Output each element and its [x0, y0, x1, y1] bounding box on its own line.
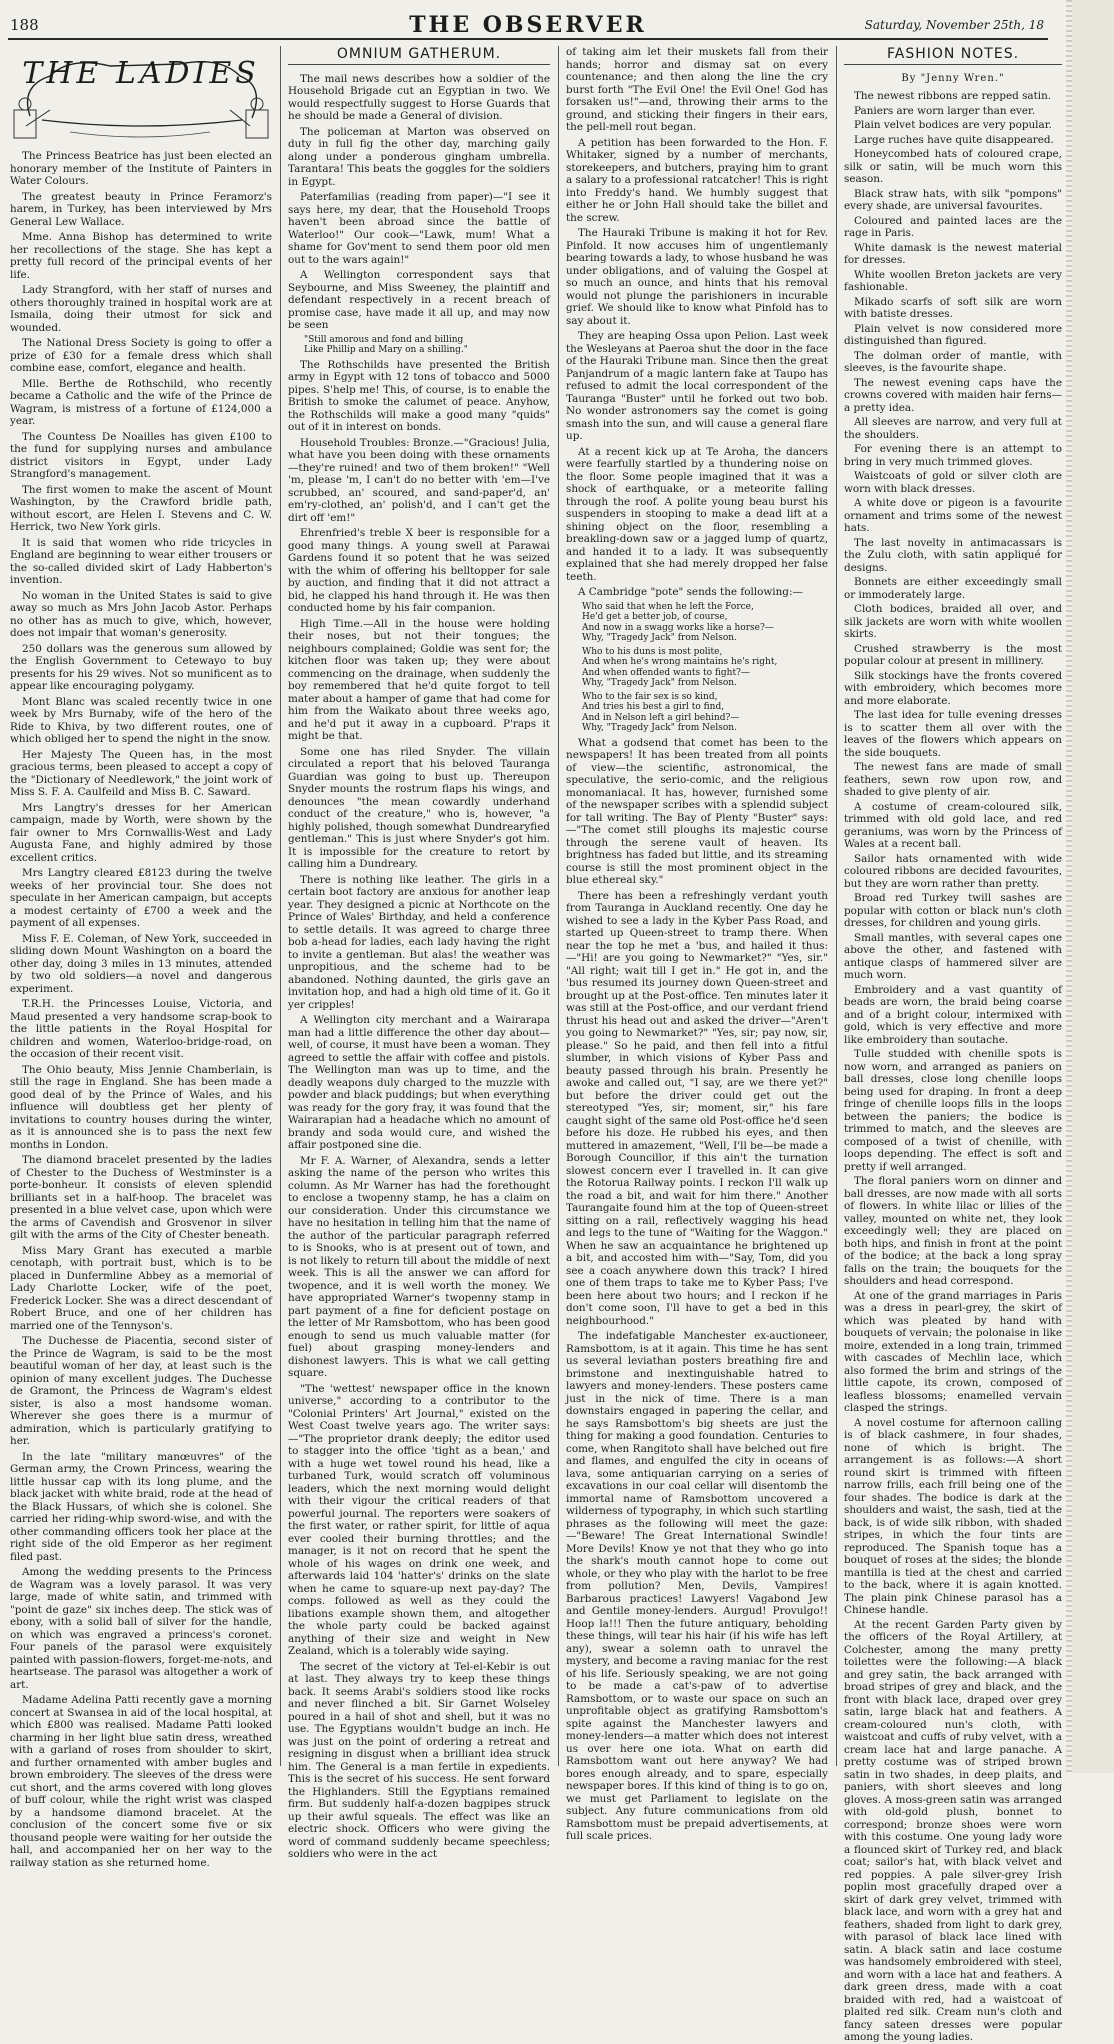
verse-line: Like Phillip and Mary on a shilling." [304, 345, 468, 355]
ladies-paragraph: The Duchesse de Piacentia, second sister of the Prince de Wagram, is said to be the most beautiful woman of her day, at least such is the opinion of many excellent judges. The Duchesse de Gramont, the Princess de Wagram's eldest sister, is also a most handsome woman. Wherever she goes there is a murmur of admiration, which is particularly gratifying to her. [10, 1335, 272, 1447]
ladies-paragraph: Mrs Langtry's dresses for her American campaign, made by Worth, were shown by the fair owner to Mrs Cornwallis-West and Lady Augusta Fane, and highly admired by those excellent critics. [10, 801, 272, 864]
ladies-paragraph: Madame Adelina Patti recently gave a morning concert at Swansea in aid of the local hospital, at which £800 was realised. Madame Patti looked charming in her light blue satin dress, wreathed with a garland of roses from shoulder to skirt, and further ornamented with amber bugles and brown embroidery. The sleeves of the dress were cut short, and the arms covered with long gloves of buff colour, while the right wrist was clasped by a handsome diamond bracelet. At the conclusion of the concert some five or six thousand people were waiting for her outside the hall, and accompanied her on her way to the railway station as she returned home. [10, 1694, 272, 1869]
omnium-paragraph: "The 'wettest' newspaper office in the known universe," according to a contributor to the "Colonial Printers' Art Journal," existed on the West Coast twelve years ago. The writer says:—"The proprietor drank deeply; the editor used to stagger into the office 'tight as a bean,' and with a huge wet towel round his head, like a turbaned Turk, would scratch off voluminous leaders, which the next morning would delight with their vigour the critical readers of that powerful journal. The reporters were soakers of the first water, or rather spirit, for little of aqua ever cooled their burning throttles; and the manager, is it not on record that he spent the whole of his wages on drink one week, and afterwards laid 104 'hatter's' drinks on the slate when he came to square-up next pay-day? The comps. followed as well as they could the libations example shown them, and altogether the whole party could be backed against anything of their size and weight in New Zealand, which is a tolerably wide saying. [288, 1382, 550, 1657]
omnium-paragraph: There has been a refreshingly verdant youth from Tauranga in Auckland recently. One day he wished to see a lady in the Kyber Pass Road, and started up Queen-street to tramp there. When near the top he met a 'bus, and hailed it thus:—"Hi! are you going to Newmarket?" "Yes, sir." "All right; wait till I get in." He got in, and the 'bus resumed its journey down Queen-street and brought up at the Post-office. Ten minutes later it was still at the Post-office, and our verdant friend thrust his head out and asked the driver—"Aren't you going to Newmarket?" "Yes, sir; pay now, sir, please." So he paid, and then fell into a fitful slumber, in which visions of Kyber Pass and beauty passed through his brain. Presently he awoke and called out, "I say, are we there yet?" but before the driver could get out the stereotyped "Yes, sir; moment, sir," his fare caught sight of the same old Post-office he'd seen before his doze. He rubbed his eyes, and then muttered in amazement, "Well, I'll be—be made a Borough Councillor, if this ain't the turnation slowest concern ever I travelled in. It can give the Rotorua Railway points. I reckon I'll walk up the road a bit, and wait for him there." Another Taurangaite found him at the top of Queen-street sitting on a rail, reflectively wagging his head and legs to the tune of "Waiting for the Waggon." When he saw an acquaintance he brightened up a bit, and accosted him with—"Say, Tom, did you see a coach anywhere down this track? I hired one of them traps to take me to Kyber Pass; I've been here about two hours; and I reckon if he don't come soon, I'll have to get a bed in this neighbourhood." [566, 889, 828, 1327]
fashion-note: Sailor hats ornamented with wide coloured ribbons are decided favourites, but they are worn rather than pretty. [844, 852, 1062, 890]
fashion-note: Mikado scarfs of soft silk are worn with batiste dresses. [844, 295, 1062, 320]
fashion-note: Plain velvet is now considered more distinguished than figured. [844, 322, 1062, 347]
adjacent-page-edge [1066, 0, 1114, 1773]
omnium-paragraph: The indefatigable Manchester ex-auctioneer, Ramsbottom, is at it again. This time he has sent us several leviathan posters breathing fire and brimstone and inextinguishable hatred to lawyers and money-lenders. These posters came just in the nick of time. There is a man downstairs engaged in papering the cellar, and he says Ramsbottom's big sheets are just the thing for making a good foundation. Centuries to come, when Rangitoto shall have belched out fire and flames, and engulfed the city in oceans of lava, some antiquarian carrying on a series of excavations in our coal cellar will disentomb the immortal name of Ramsbottom uncovered a wilderness of typography, in which such startling phrases as the following will meet the gaze:—"Beware! The Great International Swindle! More Devils! Know ye not that they who go into the shark's mouth cannot hope to come out whole, or they who play with the harlot to be free from pollution? Men, Devils, Vampires! Barbarous practices! Lawyers! Vagabond Jew and Gentile money-lenders. Aurgud! Provulgo!! Hoop la!!! Then the future antiquary, beholding these things, will tear his hair (if his wife has left any), swear a solemn oath to unravel the mystery, and become a raving maniac for the rest of his life. Seriously speaking, we are not going to be made a cat's-paw of to advertise Ramsbottom, or to waste our space on such an unprofitable object as gratifying Ramsbottom's spite against the Manchester lawyers and money-lenders—a matter which does not interest us over here one iota. What on earth did Ramsbottom want out here anyway? We had bores enough already, and to spare, especially newspaper bores. If this kind of thing is to go on, we must get Parliament to legislate on the subject. Any future communications from old Ramsbottom must be prepaid advertisements, at full scale prices. [566, 1330, 828, 1842]
omnium-heading: OMNIUM GATHERUM. [288, 48, 550, 65]
fashion-note: Waistcoats of gold or silver cloth are worn with black dresses. [844, 470, 1062, 495]
omnium-paragraph: Mr F. A. Warner, of Alexandra, sends a letter asking the name of the person who writes this column. As Mr Warner has had the forethought to enclose a twopenny stamp, he has a claim on our consideration. Under this circumstance we have no hesitation in telling him that the name of the author of the particular paragraph referred to is Snooks, who is at present out of town, and is not likely to return till about the middle of next week. This is all the answer we can afford for twopence, and it is well worth the money. We have appropriated Warner's twopenny stamp in part payment of a fine for deficient postage on the letter of Mr Ramsbottom, who has been good enough to send us much valuable matter (for fuel) about grasping money-lenders and dishonest lawyers. This is what we call getting square. [288, 1154, 550, 1379]
verse-line: He'd get a better job, of course, [582, 612, 728, 622]
omnium-paragraph: Paterfamilias (reading from paper)—"I see it says here, my dear, that the Household Troops haven't been abroad since the battle of Waterloo!" Our cook—"Lawk, mum! What a shame for Gov'ment to send them poor old men out to the wars again!" [288, 191, 550, 266]
fashion-note: Large ruches have quite disappeared. [854, 133, 1054, 146]
ladies-paragraph: The Ohio beauty, Miss Jennie Chamberlain, is still the rage in England. She has been made a good deal of by the Prince of Wales, and his influence will doubtless get her plenty of invitations to country houses during the winter, as it is announced she is to pass the next few months in London. [10, 1063, 272, 1151]
omnium-paragraph: The secret of the victory at Tel-el-Kebir is out at last. They always try to keep these things back. It seems Arabi's soldiers stood like rocks and never flinched a bit. Sir Garnet Wolseley poured in a hail of shot and shell, but it was no use. The Egyptians wouldn't budge an inch. He was just on the point of ordering a retreat and resigning in disgust when a brilliant idea struck him. The General is a man fertile in expedients. This is the secret of his success. He sent forward the Highlanders. Still the Egyptians remained firm. But suddenly half-a-dozen bagpipes struck up their awful squeals. The effect was like an electric shock. Officers who were giving the word of command suddenly became speechless; soldiers who were in the act [288, 1660, 550, 1860]
fashion-note: Broad red Turkey twill sashes are popular with cotton or black nun's cloth dresses, for children and young girls. [844, 892, 1062, 929]
fashion-note: Plain velvet bodices are very popular. [854, 119, 1052, 131]
fashion-note: Tulle studded with chenille spots is now worn, and arranged as paniers on ball dresses, close long chenille loops being used for draping. In front a deep fringe of chenille loops fills in the loops between the paniers; the bodice is trimmed to match, and the sleeves are composed of a twist of chenille, with loops depending. The effect is soft and pretty if well arranged. [844, 1048, 1062, 1173]
omnium-paragraph: They are heaping Ossa upon Pelion. Last week the Wesleyans at Paeroa shut the door in the face of the Hauraki Tribune man. Since then the great Panjandrum of a magic lantern fake at Taupo has refused to admit the local correspondent of the Tauranga "Buster" until he forked out two bob. No wonder astronomers say the comet is going smash into the sun, and will cause a general flare up. [566, 330, 828, 442]
ladies-paragraph: Her Majesty The Queen has, in the most gracious terms, been pleased to accept a copy of the "Dictionary of Needlework," the joint work of Miss S. F. A. Caulfeild and Miss B. C. Saward. [10, 748, 272, 798]
fashion-note: The last idea for tulle evening dresses is to scatter them all over with the leaves of the flowers which appears on the side bouquets. [844, 709, 1062, 759]
omnium-paragraph: A Wellington city merchant and a Wairarapa man had a little difference the other day about—well, of course, it must have been a woman. They agreed to settle the affair with coffee and pistols. The Wellington man was up to time, and the deadly weapons duly charged to the muzzle with powder and black puddings; but when everything was ready for the gory fray, it was found that the Wairarapian had a headache which no amount of brandy and soda would cure, and wished the affair postponed sine die. [288, 1014, 550, 1151]
fashion-note: At the recent Garden Party given by the officers of the Royal Artillery, at Colchester, among the many pretty toilettes were the following:—A black and grey satin, the back arranged with broad stripes of grey and black, and the front with black lace, draped over grey satin, large black hat and feathers. A cream-coloured nun's cloth, with waistcoat and cuffs of ruby velvet, with a cream lace hat and large panache. A pretty costume was of striped brown satin in two shades, in deep plaits, and paniers, with short sleeves and long gloves. A moss-green satin was arranged with old-gold plush, bonnet to correspond; bronze shoes were worn with this costume. One young lady wore a flounced skirt of Turkey red, and black coat; sailor's hat, with black velvet and red poppies. A pale silver-grey Irish poplin most gracefully draped over a skirt of dark grey velvet, trimmed with black lace, and worn with a grey hat and feathers, shaded from light to dark grey, with parasol of black lace lined with satin. A black satin and lace costume was handsomely embroidered with steel, and worn with a lace hat and feathers. A dark green dress, made with a coat braided with red, had a waistcoat of plaited red silk. Cream nun's cloth and fancy sateen dresses were popular among the young ladies. [844, 1618, 1062, 2043]
ladies-paragraph: 250 dollars was the generous sum allowed by the English Government to Cetewayo to buy presents for his 29 wives. Not so munificent as to appear like encouraging polygamy. [10, 642, 272, 692]
ladies-paragraph: Mme. Anna Bishop has determined to write her recollections of the stage. She has kept a pretty full record of the principal events of her life. [10, 231, 272, 281]
verse-line: And when offended wants to fight?— [582, 667, 750, 678]
fashion-note: Bonnets are either exceedingly small or immoderately large. [844, 576, 1062, 601]
fashion-note: Embroidery and a vast quantity of beads are worn, the braid being coarse and of a bright colour, intermixed with gold, which is very effective and more like embroidery than soutache. [844, 983, 1062, 1046]
fashion-note: A novel costume for afternoon calling is of black cashmere, in four shades, none of which is bright. The arrangement is as follows:—A short round skirt is trimmed with fifteen narrow frills, each frill being one of the four shades. The bodice is dark at the shoulders and waist, the sash, tied at the back, is of wide silk ribbon, with shaded stripes, in which the four tints are reproduced. The Spanish toque has a bouquet of roses at the sides; the blonde mantilla is tied at the chest and carried to the back, where it is again knotted. The plain pink Chinese parasol has a Chinese handle. [844, 1416, 1062, 1616]
omnium-paragraph: A Wellington correspondent says that Seybourne, and Miss Sweeney, the plaintiff and defendant respectively in a recent breach of promise case, have made it all up, and may now be seen [288, 269, 550, 331]
issue-date: Saturday, November 25th, 18 [864, 18, 1044, 32]
ladies-paragraph: The Princess Beatrice has just been elected an honorary member of the Institute of Painters in Water Colours. [10, 150, 272, 187]
fashion-note: The newest fans are made of small feathers, sewn row upon row, and shaded to give plenty of air. [844, 761, 1062, 798]
ladies-paragraph: The first women to make the ascent of Mount Washington, by the Crawford bridle path, without escort, are Helen I. Stevens and C. W. Herrick, two New York girls. [10, 483, 272, 533]
fashion-note: A white dove or pigeon is a favourite ornament and trims some of the newest hats. [844, 497, 1062, 534]
verse-line: And when he's wrong maintains he's right, [582, 657, 778, 667]
omnium-paragraph: A petition has been forwarded to the Hon. F. Whitaker, signed by a number of merchants, storekeepers, and butchers, praying him to grant a salary to a professional ratcatcher! This is right into Freddy's hand. We humbly suggest that either he or John Hall should take the billet and the screw. [566, 136, 828, 224]
fashion-note: At one of the grand marriages in Paris was a dress in pearl-grey, the skirt of which was pleated by hand with bouquets of vervain; the polonaise in like moire, extended in a long train, trimmed with cascades of Mechlin lace, which also formed the brim and strings of the little capote, its crown, composed of leafless blossoms; enamelled vervain clasped the strings. [844, 1289, 1062, 1414]
omnium-paragraph: Some one has riled Snyder. The villain circulated a report that his beloved Tauranga Guardian was going to bust up. Thereupon Snyder mounts the rostrum flaps his wings, and denounces "the mean cowardly underhand conduct of the creature," who is, however, "a highly polished, though somewhat Dundrearyfied gentleman." This is just where Snyder's got him. It is impossible for the creature to retort by calling him a Dundreary. [288, 745, 550, 870]
fashion-heading: FASHION NOTES. [844, 48, 1062, 65]
omnium-paragraph: The Rothschilds have presented the British army in Egypt with 12 tons of tobacco and 5000 pipes. S'help me! This, of course, is to enable the British to smoke the calumet of peace. Anyhow, the Rothschilds will make a good many "quids" out of it in interest on bonds. [288, 358, 550, 433]
omnium-paragraph: of taking aim let their muskets fall from their hands; horror and dismay sat on every countenance; and then along the line the cry burst forth "The Evil One! the Evil One! God has forsaken us!"—and, throwing their arms to the ground, and sticking their fingers in their ears, the pell-mell rout began. [566, 46, 828, 133]
ladies-paragraph: In the late "military manœuvres" of the German army, the Crown Princess, wearing the little hussar cap with its long plume, and the black jacket with white braid, rode at the head of the Black Hussars, of which she is colonel. She carried her riding-whip sword-wise, and with the other commanding officers took her place at the right side of the old Emperor as her regiment filed past. [10, 1450, 272, 1563]
verse-line: Who said that when he left the Force, [582, 601, 754, 612]
column-fashion-notes [844, 46, 1062, 2043]
ladies-paragraph: T.R.H. the Princesses Louise, Victoria, and Maud presented a very handsome scrap-book to the little patients in the Royal Hospital for children and women, Waterloo-bridge-road, on the occasion of their recent visit. [10, 998, 272, 1060]
fashion-byline: By "Jenny Wren." [901, 72, 1005, 84]
ladies-paragraph: Among the wedding presents to the Princess de Wagram was a lovely parasol. It was very large, made of white satin, and trimmed with "point de gaze" six inches deep. The stick was of ebony, with a solid ball of silver for the handle, on which was engraved a princess's coronet. Four panels of the parasol were exquisitely painted with passion-flowers, forget-me-nots, and heartsease. The parasol was altogether a work of art. [10, 1566, 272, 1691]
fashion-note: The floral paniers worn on dinner and ball dresses, are now made with all sorts of flowers. In white lilac or lilies of the valley, mounted on white net, they look exceedingly well; they are placed on both hips, and finish in front at the point of the bodice; at the back a long spray falls on the train; the bouquets for the shoulders and head correspond. [844, 1175, 1062, 1287]
ladies-paragraph: The Countess De Noailles has given £100 to the fund for supplying nurses and ambulance district visitors in Egypt, under Lady Strangford's management. [10, 430, 272, 480]
omnium-paragraph: Household Troubles: Bronze.—"Gracious! Julia, what have you been doing with these ornaments—they're ruined! and two of them broken!" "Well 'm, please 'm, I can't do no better with 'em—I've scrubbed, an' scoured, and sand-paper'd, an' em'ry-clothed, an' polish'd, and I can't get the dirt off 'em!" [288, 436, 550, 524]
fashion-note: White damask is the newest material for dresses. [844, 241, 1062, 266]
verse-line: And in Nelson left a girl behind?— [582, 712, 740, 723]
ladies-paragraph: The National Dress Society is going to offer a prize of £30 for a female dress which shall combine ease, comfort, elegance and health. [10, 337, 272, 374]
cambridge-pote-verse [582, 602, 828, 734]
ladies-heading: THE LADIES [22, 56, 260, 91]
fashion-note: Paniers are worn larger than ever. [854, 104, 1036, 117]
omnium-paragraph: The policeman at Marton was observed on duty in full fig the other day, marching gaily along under a ponderous gingham umbrella. Tarantara! This beats the goggles for the soldiers in Egypt. [288, 125, 550, 188]
verse-line: And tries his best a girl to find, [582, 702, 725, 712]
verse-line: And now in a swagg works like a horse?— [582, 622, 774, 633]
fashion-note: Black straw hats, with silk "pompons" every shade, are universal favourites. [844, 187, 1062, 212]
fashion-note: The newest ribbons are repped satin. [854, 90, 1052, 102]
ladies-banner [10, 46, 272, 142]
verse-line: Who to the fair sex is so kind, [582, 691, 718, 702]
column-omnium-gatherum [288, 46, 550, 1860]
verse-line: Why, "Tragedy Jack" from Nelson. [582, 678, 737, 688]
omnium-paragraph: At a recent kick up at Te Aroha, the dancers were fearfully startled by a thundering noise on the floor. Some people imagined that it was a shock of earthquake, or a meteorite falling through the roof. A polite young beau burst his suspenders in stooping to make a dead lift at a shining object on the floor, resembling a breakling-down saw or a jagged lump of quartz, and handed it to a lady. It was subsequently explained that she had merely dropped her false teeth. [566, 445, 828, 583]
verse-line: "Still amorous and fond and billing [304, 334, 464, 345]
fashion-note: Honeycombed hats of coloured crape, silk or satin, will be much worn this season. [844, 148, 1062, 185]
ladies-paragraph: Miss F. E. Coleman, of New York, succeeded in sliding down Mount Washington on a board the other day, doing 3 miles in 13 minutes, attended by two old soldiers—a novel and dangerous experiment. [10, 932, 272, 995]
column-rule [836, 46, 837, 1766]
newspaper-title: THE OBSERVER [409, 12, 647, 38]
fashion-note: The last novelty in antimacassars is the Zulu cloth, with satin appliqué for designs. [844, 536, 1062, 574]
ladies-paragraph: The greatest beauty in Prince Feramorz's harem, in Turkey, has been interviewed by Mrs General Lew Wallace. [10, 190, 272, 228]
ladies-paragraph: Mrs Langtry cleared £8123 during the twelve weeks of her provincial tour. She does not speculate in her American campaign, but accepts a modest certainty of £700 a week and the payment of all expenses. [10, 867, 272, 929]
omnium-paragraph: What a godsend that comet has been to the newspapers! It has been treated from all points of view—the scientific, astronomical, the speculative, the serio-comic, and the religious monomaniacal. It has, however, furnished some of the newspaper scribes with a splendid subject for tall writing. The Bay of Plenty "Buster" says:—"The comet still ploughs its majestic course through the serene vault of heaven. Its brightness has faded but little, and its streaming course is still the most prominent object in the blue ethereal sky." [566, 736, 828, 886]
verse-line: Why, "Tragedy Jack" from Nelson. [582, 633, 737, 643]
page-number: 188 [10, 16, 39, 34]
omnium-paragraph: A Cambridge "pote" sends the following:— [578, 586, 803, 598]
omnium-verse [304, 335, 550, 356]
column-omnium-continued [566, 46, 828, 1842]
fashion-note: Small mantles, with several capes one above the other, and fastened with antique clasps of hammered silver are much worn. [844, 931, 1062, 981]
masthead [8, 12, 1048, 40]
fashion-note: The dolman order of mantle, with sleeves, is the favourite shape. [844, 349, 1062, 374]
omnium-paragraph: There is nothing like leather. The girls in a certain boot factory are anxious for another leap year. They designed a picnic at Northcote on the Prince of Wales' Birthday, and held a conference to settle details. It was agreed to charge three bob a-head for ladies, each lady having the right to invite a gentleman. But alas! the weather was unpropitious, and the scheme had to be abandoned. Nothing daunted, the girls gave an invitation hop, and had a high old time of it. Go it yer cripples! [288, 873, 550, 1011]
fashion-note: Cloth bodices, braided all over, and silk jackets are worn with white woollen skirts. [844, 603, 1062, 640]
omnium-paragraph: High Time.—All in the house were holding their noses, but not their tongues; the neighbours complained; Goldie was sent for; the kitchen floor was taken up; they were about commencing on the drainage, when suddenly the boy remembered that he'd quite forgot to tell mater about a hamper of game that had come for him from the Waikato about three weeks ago, and he'd put it away in a cupboard. P'raps it might be that. [288, 617, 550, 742]
ladies-paragraph: It is said that women who ride tricycles in England are beginning to wear either trousers or the so-called divided skirt of Lady Habberton's invention. [10, 536, 272, 586]
fashion-note: The newest evening caps have the crowns covered with maiden hair ferns—a pretty idea. [844, 376, 1062, 414]
omnium-paragraph: Ehrenfried's treble X beer is responsible for a good many things. A young swell at Parawai Gardens found it so potent that he was seized with the whim of offering his belltopper for sale by auction, and finding that it did not attract a bid, he clapped his hand through it. He was then conducted home by his fair companion. [288, 527, 550, 614]
ladies-paragraph: Mlle. Berthe de Rothschild, who recently became a Catholic and the wife of the Prince de Wagram, is mistress of a fortune of £124,000 a year. [10, 377, 272, 427]
column-rule [280, 46, 281, 1766]
fashion-note: For evening there is an attempt to bring in very much trimmed gloves. [844, 443, 1062, 468]
omnium-paragraph: The Hauraki Tribune is making it hot for Rev. Pinfold. It now accuses him of ungentlemanly bearing towards a lady, to whose husband he was under obligations, and of valuing the Gospel at so much an ounce, and hints that his removal would not plunge the parishioners in incurable grief. We should like to know what Pinfold has to say about it. [566, 227, 828, 327]
fashion-note: A costume of cream-coloured silk, trimmed with old gold lace, and red geraniums, was worn by the Princess of Wales at a recent ball. [844, 800, 1062, 850]
fashion-note: White woollen Breton jackets are very fashionable. [844, 268, 1062, 293]
fashion-note: All sleeves are narrow, and very full at the shoulders. [844, 416, 1062, 441]
fashion-note: Coloured and painted laces are the rage in Paris. [844, 214, 1062, 239]
binding-gutter [1066, 0, 1072, 1773]
omnium-paragraph: The mail news describes how a soldier of the Household Brigade cut an Egyptian in two. We would respectfully suggest to Horse Guards that he should be made a General of division. [288, 72, 550, 122]
ladies-paragraph: The diamond bracelet presented by the ladies of Chester to the Duchess of Westminster is a porte-bonheur. It consists of eleven splendid brilliants set in a half-hoop. The bracelet was presented in a blue velvet case, upon which were the arms of Cavendish and Grosvenor in silver gilt with the arms of the City of Chester beneath. [10, 1154, 272, 1241]
ladies-paragraph: Lady Strangford, with her staff of nurses and others thoroughly trained in hospital work are at Ismaila, doing their utmost for sick and wounded. [10, 284, 272, 334]
verse-line: Why, "Tragedy Jack" from Nelson. [582, 723, 737, 733]
ladies-paragraph: Mont Blanc was scaled recently twice in one week by Mrs Burnaby, wife of the hero of the Ride to Khiva, by two different routes, one of which obliged her to spend the night in the snow. [10, 695, 272, 745]
column-rule [558, 46, 559, 1766]
ladies-paragraph: Miss Mary Grant has executed a marble cenotaph, with portrait bust, which is to be placed in Dunfermline Abbey as a memorial of Lady Charlotte Locker, wife of the poet, Frederick Locker. She was a direct descendant of Robert Bruce, and one of her children has married one of the Tennyson's. [10, 1244, 272, 1332]
fashion-note: Silk stockings have the fronts covered with embroidery, which becomes more and more elaborate. [844, 669, 1062, 707]
ladies-paragraph: No woman in the United States is said to give away so much as Mrs John Jacob Astor. Perhaps no other has as much to give, which, however, does not impair that woman's generosity. [10, 589, 272, 639]
verse-line: Who to his duns is most polite, [582, 646, 723, 657]
fashion-note: Crushed strawberry is the most popular colour at present in millinery. [844, 642, 1062, 667]
column-ladies [10, 46, 272, 1869]
